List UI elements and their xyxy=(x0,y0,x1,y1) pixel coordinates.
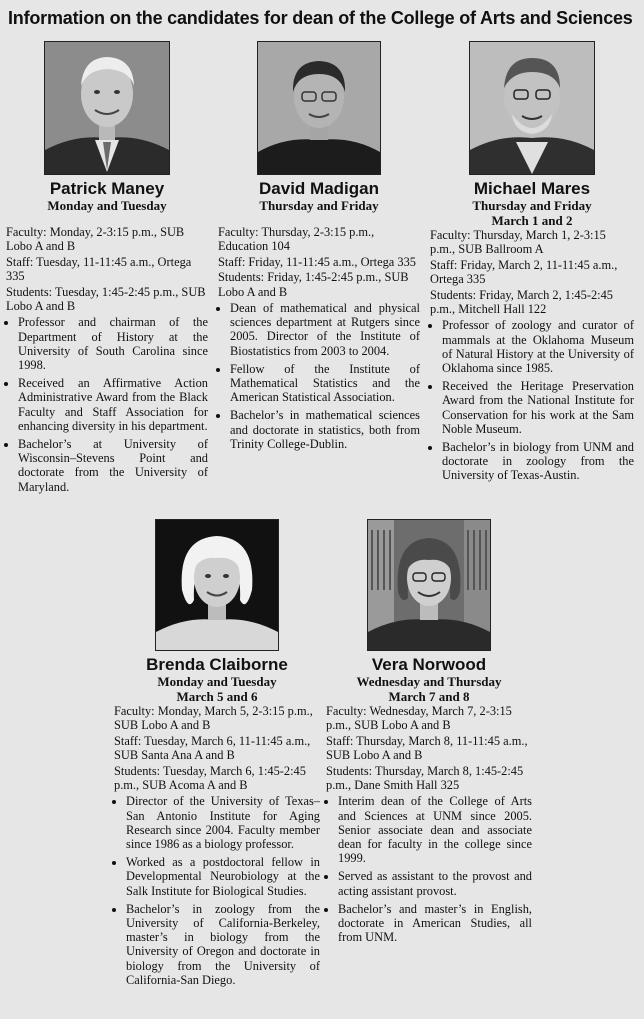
bio-item: • Received the Heritage Preservation Award from the National Institute for Conservation for his work at the Sam Noble Museum. xyxy=(442,379,634,436)
bio-item: • Bachelor’s at University of Wisconsin–Stevens Point and doctorate from the University of Maryland. xyxy=(18,437,208,494)
schedule-staff: Staff: Thursday, March 8, 11-11:45 a.m., SUB Lobo A and B xyxy=(326,733,528,763)
headline: Information on the candidates for dean of the College of Arts and Sciences xyxy=(8,8,633,28)
candidate-days: Thursday and Friday xyxy=(472,198,592,213)
candidate-name: David Madigan xyxy=(259,179,379,198)
bio-list xyxy=(114,794,320,987)
schedule xyxy=(326,704,532,792)
candidate-days: Thursday and Friday xyxy=(259,198,379,213)
candidate-dates: March 5 and 6 xyxy=(176,689,258,704)
candidate-photo xyxy=(44,41,170,175)
candidate-photo xyxy=(257,41,381,175)
bio-list xyxy=(6,315,208,493)
candidate-photo xyxy=(367,519,491,651)
schedule-faculty: Faculty: Monday, 2-3:15 p.m., SUB Lobo A and B xyxy=(6,225,185,254)
bio-list xyxy=(326,794,532,944)
schedule-students: Students: Tuesday, 1:45-2:45 p.m., SUB Lobo A and B xyxy=(6,284,206,314)
bio-item: • Worked as a postdoctoral fellow in Developmental Neurobiology at the Salk Institute for Biological Studies. xyxy=(126,855,320,898)
candidate-name: Brenda Claiborne xyxy=(146,655,288,674)
bio-item: • Bachelor’s in biology from UNM and doctorate in zoology from the University of Texas-Austin. xyxy=(442,440,634,483)
candidate-vera-norwood xyxy=(326,519,532,948)
bottom-row xyxy=(6,519,638,1019)
schedule-staff: Staff: Friday, March 2, 11-11:45 a.m., Ortega 335 xyxy=(430,257,618,287)
schedule-staff: Staff: Tuesday, March 6, 11-11:45 a.m., SUB Santa Ana A and B xyxy=(114,733,311,763)
candidate-dates: March 7 and 8 xyxy=(388,689,470,704)
candidate-dates: March 1 and 2 xyxy=(491,213,573,228)
bio-item: • Fellow of the Institute of Mathematical Statistics and the American Statistical Association. xyxy=(230,362,420,405)
bio-item: • Served as assistant to the provost and acting assistant provost. xyxy=(338,869,532,897)
bio-item: • Dean of mathematical and physical sciences department at Rutgers since 2005. Director of the Institute of Biostatistics from 2003 to 2004. xyxy=(230,301,420,358)
schedule xyxy=(114,704,320,792)
candidate-name: Vera Norwood xyxy=(371,655,487,674)
bio-item: • Bachelor’s in zoology from the University of California-Berkeley, master’s in biology from the University of Oregon and doctorate in biology from the University of California-San Diego. xyxy=(126,902,320,987)
candidate-name: Michael Mares xyxy=(473,179,591,198)
schedule-students: Students: Tuesday, March 6, 1:45-2:45 p.m., SUB Acoma A and B xyxy=(114,763,306,793)
candidate-days: Monday and Tuesday xyxy=(157,674,277,689)
candidate-name: Patrick Maney xyxy=(49,179,165,198)
candidate-days: Wednesday and Thursday xyxy=(356,674,502,689)
bio-item: • Interim dean of the College of Arts and Sciences at UNM since 2005. Senior associate dean and associate dean for faculty in the college since 1999. xyxy=(338,794,532,865)
bio-item: • Received an Affirmative Action Administrative Award from the Black Faculty and Staff Association for enhancing diversity in his department. xyxy=(18,376,208,433)
bio-list xyxy=(218,301,420,451)
schedule-faculty: Faculty: Thursday, 2-3:15 p.m., Education 104 xyxy=(218,225,375,254)
bio-list xyxy=(430,318,634,482)
schedule-faculty: Faculty: Thursday, March 1, 2-3:15 p.m., SUB Ballroom A xyxy=(430,228,606,257)
candidate-david-madigan xyxy=(218,41,420,455)
schedule xyxy=(430,228,634,316)
schedule-students: Students: Thursday, March 8, 1:45-2:45 p.m., Dane Smith Hall 325 xyxy=(326,763,524,793)
schedule-students: Students: Friday, 1:45-2:45 p.m., SUB Lobo A and B xyxy=(218,270,409,299)
bio-item: • Director of the University of Texas–San Antonio Institute for Aging Research since 2004. Faculty member since 1986 as a biology professor. xyxy=(126,794,320,851)
schedule-faculty: Faculty: Wednesday, March 7, 2-3:15 p.m., SUB Lobo A and B xyxy=(326,704,512,733)
schedule xyxy=(218,225,420,299)
candidate-days: Monday and Tuesday xyxy=(47,198,167,213)
schedule-staff: Staff: Friday, 11-11:45 a.m., Ortega 335 xyxy=(218,254,416,269)
schedule-faculty: Faculty: Monday, March 5, 2-3:15 p.m., SUB Lobo A and B xyxy=(114,704,313,733)
candidate-patrick-maney xyxy=(6,41,208,498)
bio-item: • Professor of zoology and curator of mammals at the Oklahoma Museum of Natural History at the University of Oklahoma since 1985. xyxy=(442,318,634,375)
schedule xyxy=(6,225,208,313)
candidate-brenda-claiborne xyxy=(114,519,320,991)
candidate-photo xyxy=(155,519,279,651)
bio-item: • Bachelor’s and master’s in English, doctorate in American Studies, all from UNM. xyxy=(338,902,532,945)
candidate-michael-mares xyxy=(430,41,634,487)
bio-item: • Bachelor’s in mathematical sciences and doctorate in statistics, both from Trinity College-Dublin. xyxy=(230,408,420,451)
bio-item: • Professor and chairman of the Department of History at the University of South Carolina since 1998. xyxy=(18,315,208,372)
schedule-students: Students: Friday, March 2, 1:45-2:45 p.m., Mitchell Hall 122 xyxy=(430,287,613,317)
candidate-photo xyxy=(469,41,595,175)
schedule-staff: Staff: Tuesday, 11-11:45 a.m., Ortega 335 xyxy=(6,254,192,284)
top-row xyxy=(6,41,638,519)
